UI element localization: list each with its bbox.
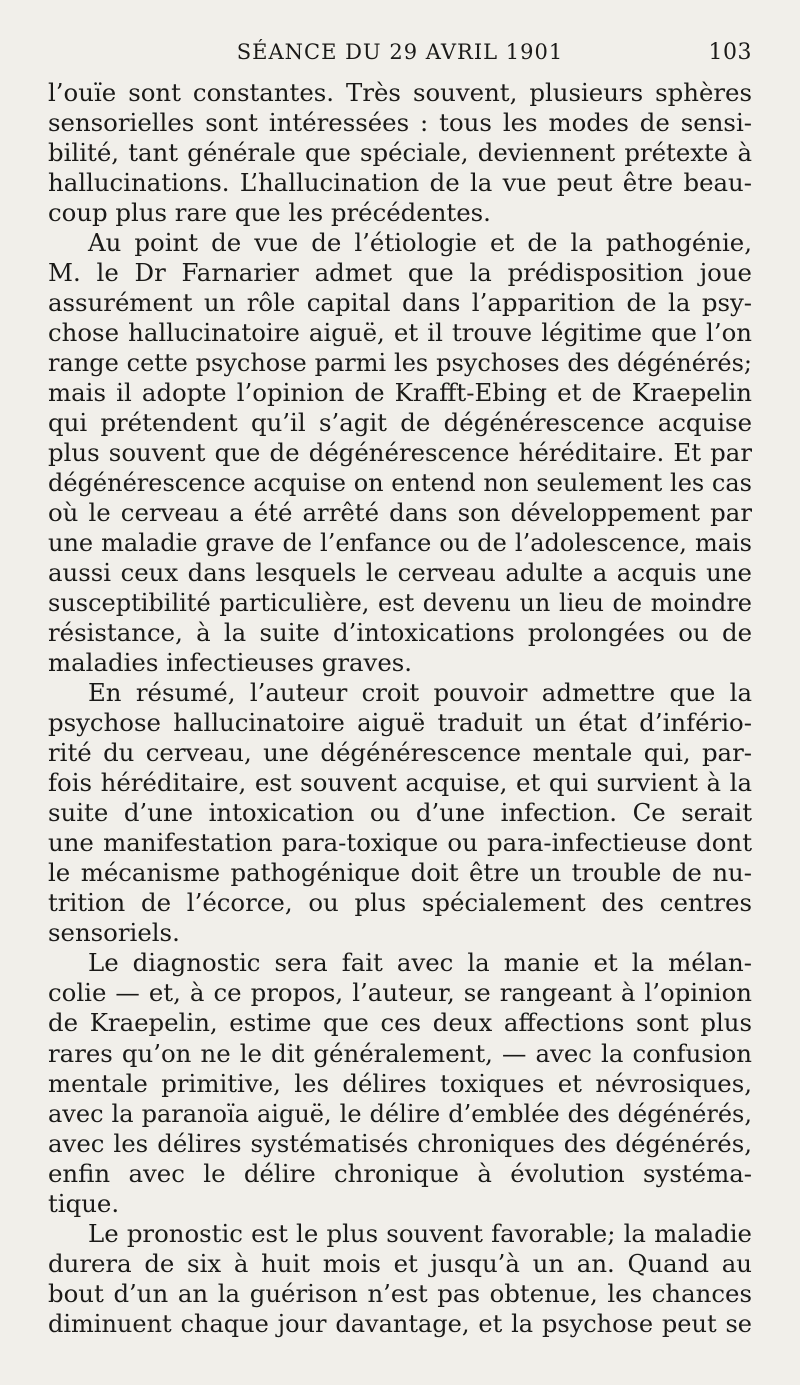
text-line: avec la paranoïa aiguë, le délire d’emblée des dégénérés, xyxy=(48,1099,752,1128)
text-line: une manifestation para-toxique ou para-infectieuse dont xyxy=(48,828,752,858)
text-line: bilité, tant générale que spéciale, deviennent prétexte à xyxy=(48,138,752,168)
text-line: sensorielles sont intéressées : tous les modes de sensi- xyxy=(48,108,752,138)
text-line: rares qu’on ne le dit généralement, — avec la confusion xyxy=(48,1038,752,1068)
text-line: susceptibilité particulière, est devenu un lieu de moindre xyxy=(48,589,752,618)
text-line: hallucinations. L’hallucination de la vue peut être beau- xyxy=(48,168,752,198)
text-line: dégénérescence acquise on entend non seulement les cas xyxy=(48,469,752,498)
text-line: maladies infectieuses graves. xyxy=(48,648,413,678)
text-line: mentale primitive, les délires toxiques et névrosiques, xyxy=(48,1068,752,1098)
text-line: durera de six à huit mois et jusqu’à un an. Quand au xyxy=(48,1248,752,1278)
text-line: tique. xyxy=(48,1188,120,1218)
header-word-seance: SÉANCE xyxy=(236,40,338,64)
text-line: trition de l’écorce, ou plus spécialement des centres xyxy=(48,888,752,918)
text-line: suite d’une intoxication ou d’une infection. Ce serait xyxy=(48,798,752,828)
text-line: bout d’un an la guérison n’est pas obtenue, les chances xyxy=(48,1278,752,1308)
header-year: 1901 xyxy=(505,40,564,64)
text-line: colie — et, à ce propos, l’auteur, se rangeant à l’opinion xyxy=(48,978,752,1008)
text-line: sensoriels. xyxy=(48,918,180,948)
text-line: une maladie grave de l’enfance ou de l’adolescence, mais xyxy=(48,529,752,558)
text-line: fois héréditaire, est souvent acquise, et qui survient à la xyxy=(48,768,752,798)
text-line: Le pronostic est le plus souvent favorable; la maladie xyxy=(88,1218,752,1248)
text-line: psychose hallucinatoire aiguë traduit un état d’infério- xyxy=(48,708,752,738)
text-line: coup plus rare que les précédentes. xyxy=(48,198,491,228)
text-line: de Kraepelin, estime que ces deux affections sont plus xyxy=(48,1008,752,1038)
text-line: M. le Dr Farnarier admet que la prédisposition joue xyxy=(48,258,752,288)
text-line: Au point de vue de l’étiologie et de la pathogénie, xyxy=(88,228,752,258)
text-line: En résumé, l’auteur croit pouvoir admettre que la xyxy=(88,678,752,708)
text-line: chose hallucinatoire aiguë, et il trouve légitime que l’on xyxy=(48,318,752,348)
text-line: l’ouïe sont constantes. Très souvent, plusieurs sphères xyxy=(48,78,752,107)
text-line: qui prétendent qu’il s’agit de dégénérescence acquise xyxy=(48,408,752,438)
text-line: aussi ceux dans lesquels le cerveau adulte a acquis une xyxy=(48,558,752,588)
text-line: diminuent chaque jour davantage, et la psychose peut se xyxy=(48,1309,752,1338)
header-day: 29 xyxy=(389,40,419,64)
running-header xyxy=(48,38,752,74)
text-line: avec les délires systématisés chroniques des dégénérés, xyxy=(48,1128,752,1158)
header-word-du: DU xyxy=(345,40,382,64)
text-line: rité du cerveau, une dégénérescence mentale qui, par- xyxy=(48,738,752,768)
page-number: 103 xyxy=(708,40,752,65)
text-line: où le cerveau a été arrêté dans son développement par xyxy=(48,498,752,528)
text-line: plus souvent que de dégénérescence héréditaire. Et par xyxy=(48,438,752,468)
body-text xyxy=(48,78,752,1339)
header-month: AVRIL xyxy=(425,40,499,64)
text-line: le mécanisme pathogénique doit être un trouble de nu- xyxy=(48,858,752,888)
text-line: Le diagnostic sera fait avec la manie et la mélan- xyxy=(88,948,752,978)
text-line: enfin avec le délire chronique à évolution systéma- xyxy=(48,1158,752,1188)
text-line: assurément un rôle capital dans l’apparition de la psy- xyxy=(48,288,752,318)
text-line: résistance, à la suite d’intoxications prolongées ou de xyxy=(48,618,752,648)
text-line: mais il adopte l’opinion de Krafft-Ebing et de Kraepelin xyxy=(48,378,752,408)
header-title xyxy=(48,40,752,64)
text-line: range cette psychose parmi les psychoses des dégénérés; xyxy=(48,349,752,378)
